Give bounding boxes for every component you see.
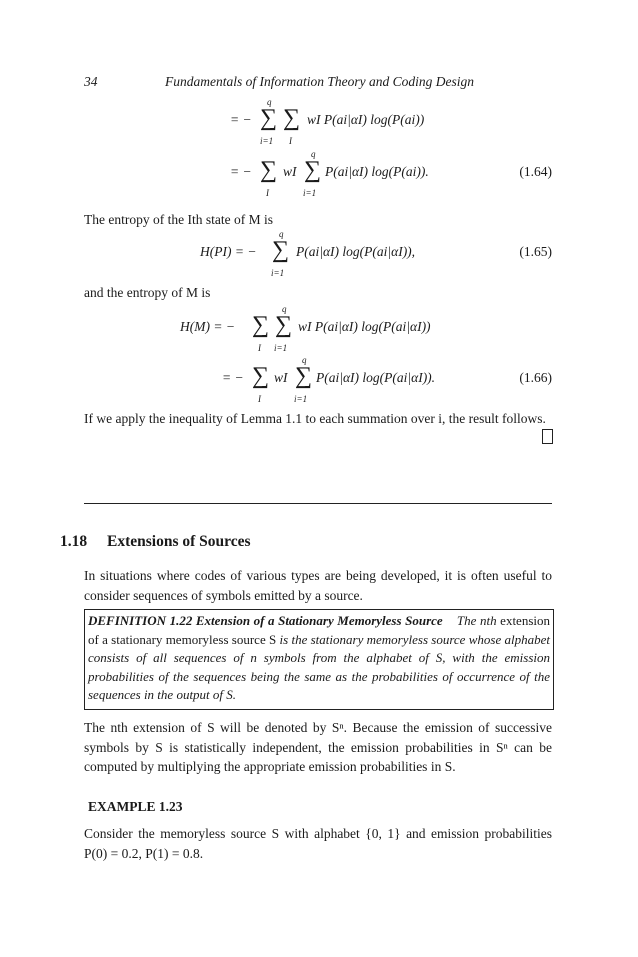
sum-symbol: ∑ bbox=[252, 312, 270, 338]
section-title: Extensions of Sources bbox=[107, 533, 251, 550]
sum-upper-limit: q bbox=[302, 355, 307, 365]
sum-lower-limit: I bbox=[258, 394, 261, 404]
text-entropy-M: and the entropy of M is bbox=[84, 285, 211, 300]
sum-symbol: ∑ bbox=[260, 157, 278, 183]
sum-lower-limit: i=1 bbox=[260, 136, 274, 146]
sum-symbol: ∑ bbox=[283, 105, 301, 131]
section-divider bbox=[84, 503, 552, 504]
eq-1-64-line2-eqsign: = − bbox=[230, 164, 252, 179]
eq-1-66-line2-body: P(ai|αI) log(P(ai|αI)). bbox=[316, 370, 436, 385]
eq-number-1-64: (1.64) bbox=[519, 164, 552, 179]
paragraph-extension: The nth extension of S will be denoted by Sⁿ. Because the emission of successive symbols by S is statistically independent, the emission probabilities in Sⁿ can be computed by multiplying the appropriate emission probabilities in S. bbox=[84, 720, 552, 774]
paragraph-example: Consider the memoryless source S with alphabet {0, 1} and emission probabilities P(0) = 0.2, P(1) = 0.8. bbox=[84, 826, 552, 861]
eq-1-66-line2-eqsign: = − bbox=[222, 370, 244, 385]
sum-upper-limit: q bbox=[282, 304, 287, 314]
eq-1-64-line2-weight: wI bbox=[283, 164, 297, 179]
sum-symbol: ∑ bbox=[272, 237, 290, 263]
eq-1-65-lhs: H(PI) = − bbox=[200, 244, 257, 259]
sum-lower-limit: i=1 bbox=[294, 394, 308, 404]
section-number: 1.18 bbox=[60, 533, 88, 550]
definition-title: DEFINITION 1.22 Extension of a Stationary Memoryless Source bbox=[88, 613, 443, 628]
sum-upper-limit: q bbox=[279, 229, 284, 239]
eq-1-64-line2-body: P(ai|αI) log(P(ai)). bbox=[325, 164, 429, 179]
text-lemma: If we apply the inequality of Lemma 1.1 to each summation over i, the result follows. bbox=[84, 411, 546, 426]
definition-body-upright: extension of a stationary memoryless source S bbox=[88, 613, 550, 647]
eq-number-1-66: (1.66) bbox=[519, 370, 552, 385]
sum-symbol: ∑ bbox=[252, 363, 270, 389]
sum-symbol: ∑ bbox=[295, 363, 313, 389]
definition-lead: The nth bbox=[456, 613, 497, 628]
qed-box-icon bbox=[542, 429, 553, 444]
sum-lower-limit: i=1 bbox=[274, 343, 288, 353]
sum-lower-limit: i=1 bbox=[271, 268, 285, 278]
eq-number-1-65: (1.65) bbox=[519, 244, 552, 259]
sum-symbol: ∑ bbox=[260, 105, 278, 131]
sum-lower-limit: i=1 bbox=[303, 188, 317, 198]
paragraph-intro: In situations where codes of various types are being developed, it is often useful to consider sequences of symbols emitted by a source. bbox=[84, 568, 552, 603]
sum-symbol: ∑ bbox=[304, 157, 322, 183]
definition-body-italic: is the stationary memoryless source whose alphabet consists of all sequences of n symbols from the alphabet of S, with the emission probabilities of the sequences being the same as the probabilities of occurrence of the sequences in the output of S. bbox=[88, 631, 551, 702]
example-heading: EXAMPLE 1.23 bbox=[88, 799, 183, 814]
eq-1-64-line1-eqsign: = − bbox=[230, 112, 252, 127]
text-entropy-state: The entropy of the Ith state of M is bbox=[84, 212, 273, 227]
sum-upper-limit: q bbox=[311, 149, 316, 159]
eq-1-66-line1-body: wI P(ai|αI) log(P(ai|αI)) bbox=[298, 319, 431, 334]
eq-1-66-line2-weight: wI bbox=[274, 370, 288, 385]
definition-box bbox=[84, 609, 554, 710]
sum-upper-limit: q bbox=[267, 97, 272, 107]
running-title: Fundamentals of Information Theory and Coding Design bbox=[165, 74, 474, 89]
sum-lower-limit: I bbox=[258, 343, 261, 353]
section-heading bbox=[60, 533, 251, 551]
eq-1-65-body: P(ai|αI) log(P(ai|αI)), bbox=[296, 244, 416, 259]
page-number: 34 bbox=[84, 74, 98, 89]
sum-lower-limit: I bbox=[266, 188, 269, 198]
eq-1-66-lhs: H(M) = − bbox=[180, 319, 235, 334]
eq-1-64-line1 bbox=[230, 112, 252, 128]
sum-lower-limit: I bbox=[289, 136, 292, 146]
sum-symbol: ∑ bbox=[275, 312, 293, 338]
eq-1-64-line1-body: wI P(ai|αI) log(P(ai)) bbox=[307, 112, 425, 127]
